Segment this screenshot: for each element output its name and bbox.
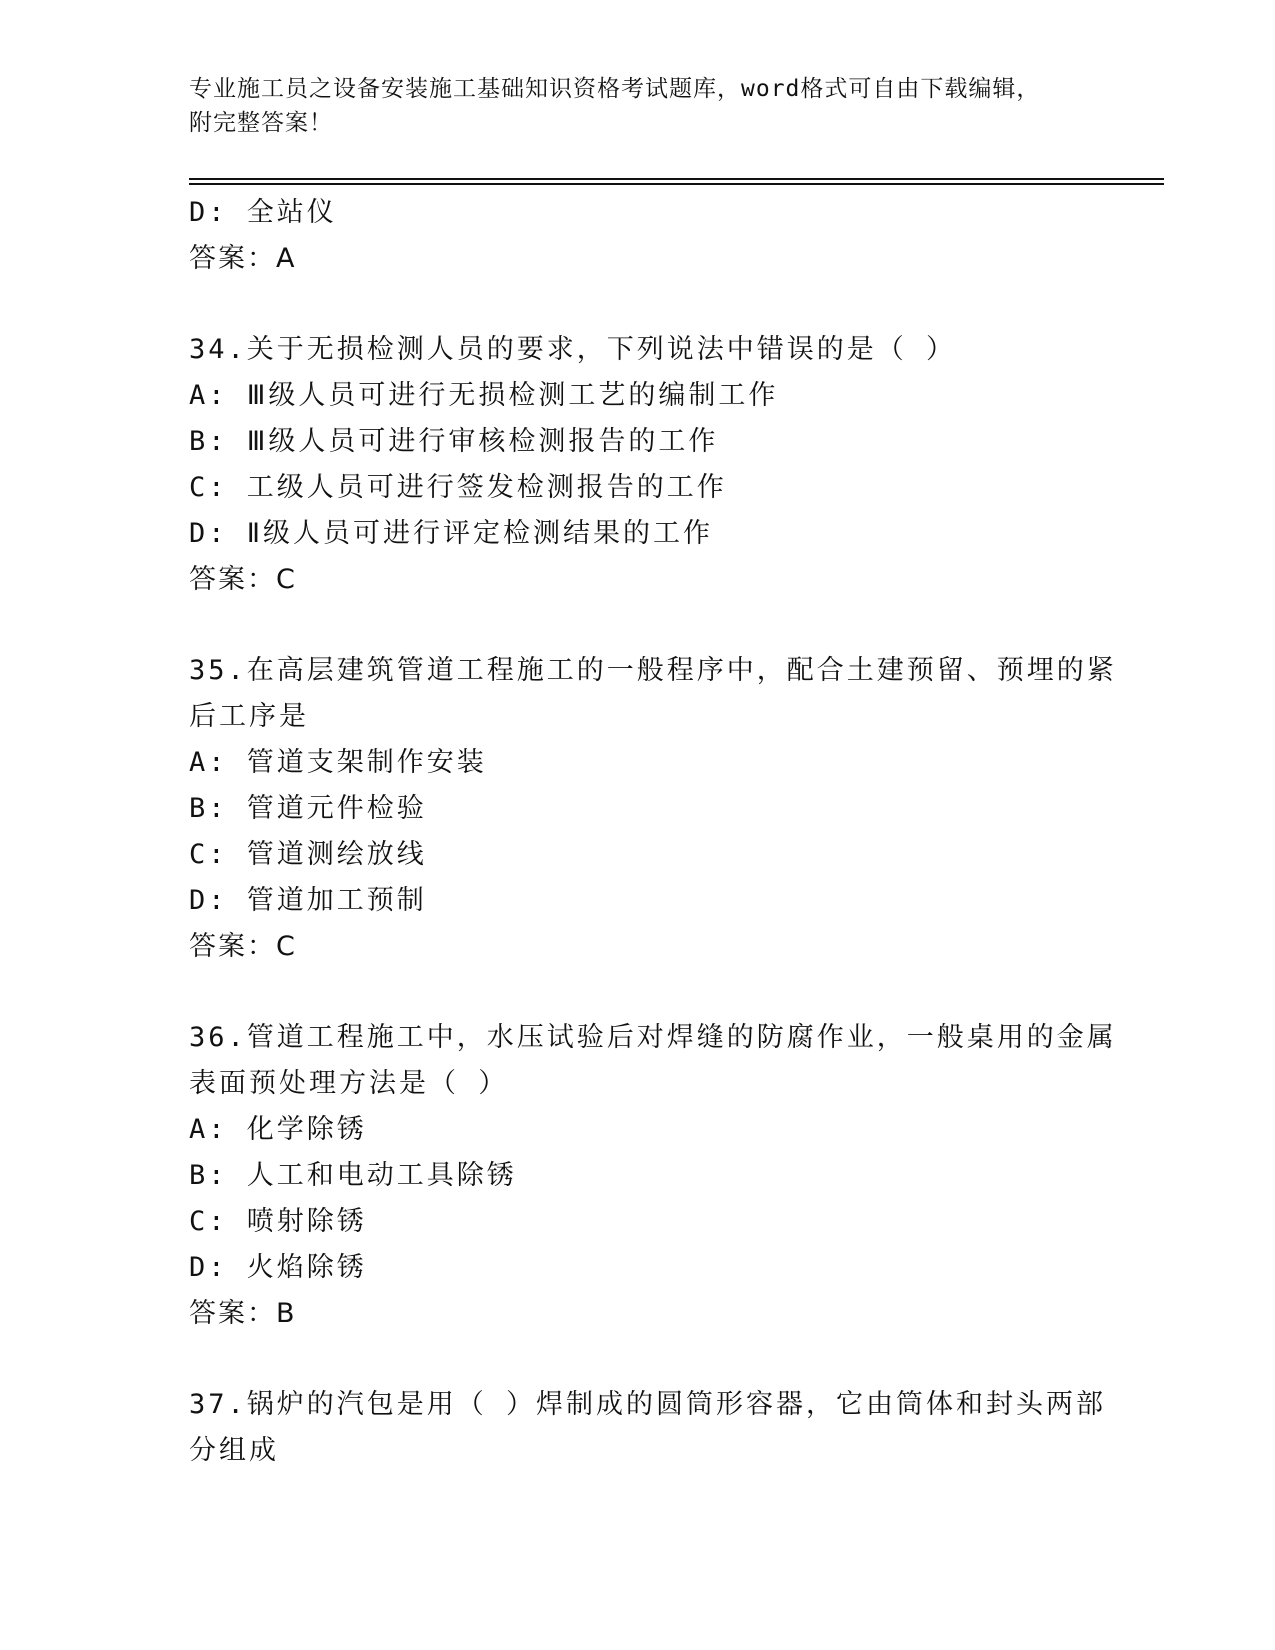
question-stem: 36.管道工程施工中，水压试验后对焊缝的防腐作业，一般桌用的金属 bbox=[189, 1022, 1117, 1053]
option-d: D: 火焰除锈 bbox=[189, 1252, 367, 1283]
option-b: B: Ⅲ级人员可进行审核检测报告的工作 bbox=[189, 426, 719, 457]
question-stem-cont: 分组成 bbox=[189, 1435, 279, 1466]
question-34 bbox=[189, 327, 1149, 603]
answer-line: 答案：A bbox=[189, 243, 297, 274]
question-36 bbox=[189, 1015, 1149, 1337]
question-stem-cont: 后工序是 bbox=[189, 701, 309, 732]
option-a: A: 化学除锈 bbox=[189, 1114, 367, 1145]
option-c: C: 工级人员可进行签发检测报告的工作 bbox=[189, 472, 727, 503]
question-stem: 37.锅炉的汽包是用（ ）焊制成的圆筒形容器，它由筒体和封头两部 bbox=[189, 1389, 1107, 1420]
question-37 bbox=[189, 1382, 1149, 1474]
question-list bbox=[189, 190, 1149, 1474]
header-divider-bottom bbox=[189, 183, 1164, 185]
question-stem: 34.关于无损检测人员的要求，下列说法中错误的是（ ） bbox=[189, 334, 957, 365]
header-line-2: 附完整答案！ bbox=[189, 110, 333, 136]
option-d: D: 管道加工预制 bbox=[189, 885, 427, 916]
question-stem: 35.在高层建筑管道工程施工的一般程序中，配合土建预留、预埋的紧 bbox=[189, 655, 1117, 686]
option-b: B: 人工和电动工具除锈 bbox=[189, 1160, 517, 1191]
header-line-1: 专业施工员之设备安装施工基础知识资格考试题库，word格式可自由下载编辑， bbox=[189, 76, 1041, 102]
option-c: C: 喷射除锈 bbox=[189, 1206, 367, 1237]
question-35 bbox=[189, 648, 1149, 970]
previous-question-tail bbox=[189, 190, 1149, 282]
document-header bbox=[189, 72, 1149, 140]
option-a: A: 管道支架制作安装 bbox=[189, 747, 487, 778]
answer-line: 答案：C bbox=[189, 931, 297, 962]
option-d: D: Ⅱ级人员可进行评定检测结果的工作 bbox=[189, 518, 714, 549]
option-c: C: 管道测绘放线 bbox=[189, 839, 427, 870]
option-b: B: 管道元件检验 bbox=[189, 793, 427, 824]
option-d: D: 全站仪 bbox=[189, 197, 337, 228]
header-divider-top bbox=[189, 178, 1164, 180]
option-a: A: Ⅲ级人员可进行无损检测工艺的编制工作 bbox=[189, 380, 779, 411]
question-stem-cont: 表面预处理方法是（ ） bbox=[189, 1068, 509, 1099]
answer-line: 答案：C bbox=[189, 564, 297, 595]
answer-line: 答案：B bbox=[189, 1298, 297, 1329]
